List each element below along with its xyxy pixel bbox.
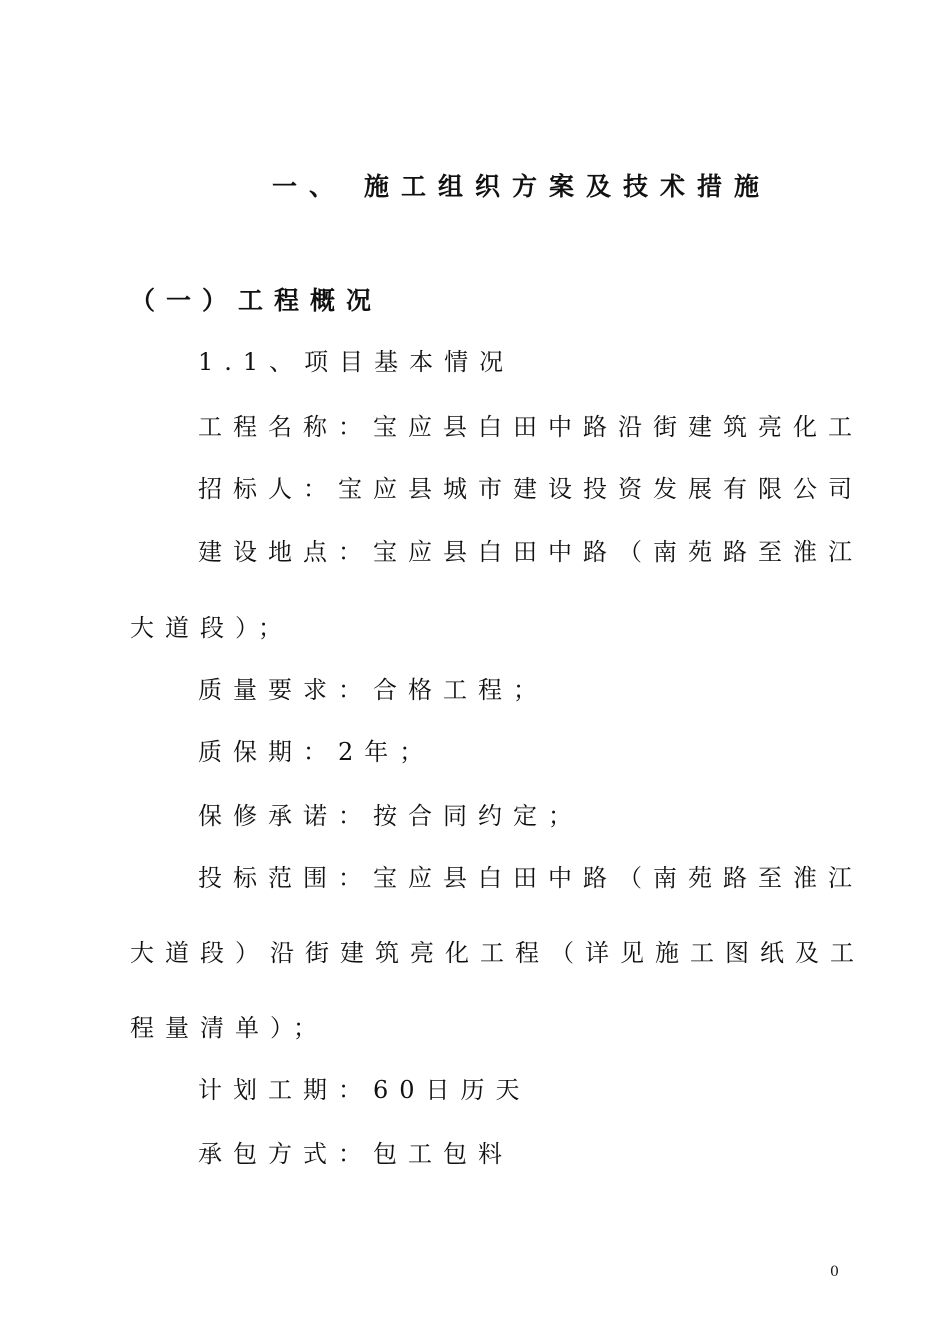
title-text: 施工组织方案及技术措施 [364, 172, 772, 201]
scope-line-cont: 大道段）沿街建筑亮化工程（详见施工图纸及工 [130, 939, 865, 967]
location-line: 建设地点：宝应县白田中路（南苑路至淮江 [198, 538, 863, 566]
maintenance-line: 保修承诺：按合同约定； [198, 802, 583, 830]
scope-line-cont-2: 程量清单）； [130, 1014, 328, 1042]
project-name-line: 工程名称：宝应县白田中路沿街建筑亮化工 [198, 413, 863, 441]
title-number: 一、 [272, 172, 347, 201]
location-line-cont: 大道段）； [130, 614, 293, 642]
contract-line: 承包方式：包工包料 [198, 1140, 513, 1168]
quality-line: 质量要求：合格工程； [198, 676, 548, 704]
schedule-line: 计划工期：60日历天 [198, 1076, 531, 1104]
subsection-heading: 1.1、项目基本情况 [198, 348, 515, 376]
warranty-line: 质保期：2年； [198, 738, 435, 766]
document-title [272, 172, 771, 202]
tenderer-line: 招标人：宝应县城市建设投资发展有限公司 [198, 475, 863, 503]
page-number: 0 [830, 1264, 839, 1280]
section-heading: （一）工程概况 [130, 286, 383, 315]
scope-line: 投标范围：宝应县白田中路（南苑路至淮江 [198, 864, 863, 892]
